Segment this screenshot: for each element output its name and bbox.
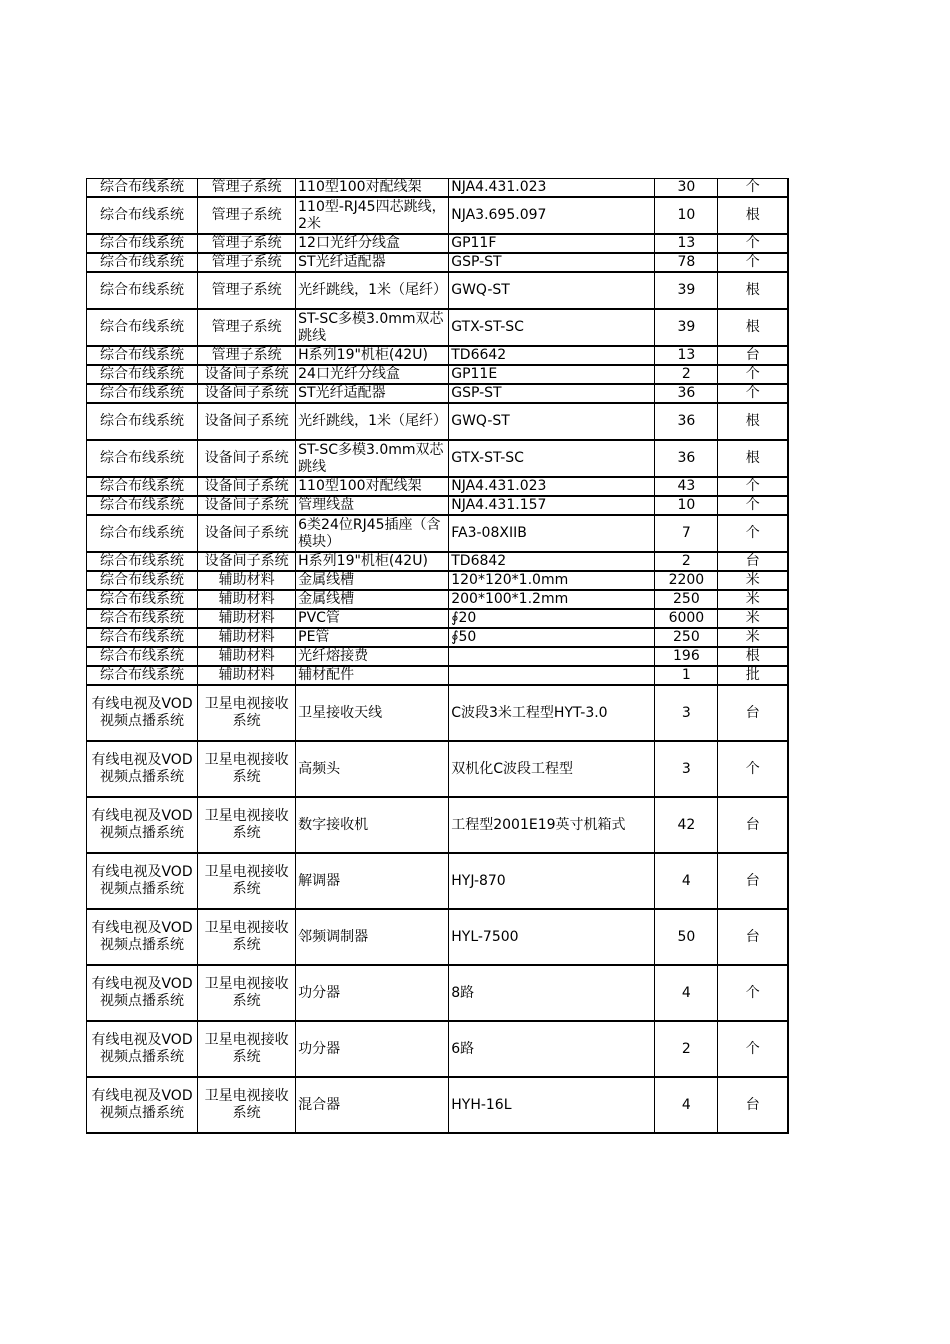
subsystem-cell: 设备间子系统 (198, 477, 296, 496)
unit-cell: 根 (718, 440, 788, 477)
quantity-cell: 4 (655, 965, 718, 1021)
subsystem-cell: 设备间子系统 (198, 384, 296, 403)
table-row (87, 179, 789, 198)
table-row (87, 477, 789, 496)
system-cell: 有线电视及VOD视频点播系统 (87, 1077, 198, 1133)
quantity-cell: 36 (655, 440, 718, 477)
subsystem-cell: 管理子系统 (198, 234, 296, 253)
unit-cell: 台 (718, 346, 788, 365)
model-cell: TD6642 (449, 346, 655, 365)
table-row (87, 197, 789, 234)
item-name-cell: 解调器 (296, 853, 449, 909)
model-cell: NJA4.431.023 (449, 477, 655, 496)
item-name-cell: 高频头 (296, 741, 449, 797)
table-row (87, 590, 789, 609)
quantity-cell: 7 (655, 515, 718, 552)
quantity-cell: 2200 (655, 571, 718, 590)
model-cell: GP11F (449, 234, 655, 253)
quantity-cell: 13 (655, 346, 718, 365)
model-cell: ∮50 (449, 628, 655, 647)
quantity-cell: 3 (655, 685, 718, 741)
system-cell: 有线电视及VOD视频点播系统 (87, 685, 198, 741)
system-cell: 综合布线系统 (87, 234, 198, 253)
subsystem-cell: 卫星电视接收系统 (198, 741, 296, 797)
subsystem-cell: 卫星电视接收系统 (198, 965, 296, 1021)
subsystem-cell: 管理子系统 (198, 179, 296, 198)
system-cell: 有线电视及VOD视频点播系统 (87, 853, 198, 909)
system-cell: 综合布线系统 (87, 666, 198, 685)
system-cell: 综合布线系统 (87, 477, 198, 496)
quantity-cell: 4 (655, 853, 718, 909)
equipment-table (86, 178, 789, 1134)
table-row (87, 234, 789, 253)
subsystem-cell: 辅助材料 (198, 628, 296, 647)
subsystem-cell: 卫星电视接收系统 (198, 797, 296, 853)
unit-cell: 个 (718, 741, 788, 797)
item-name-cell: 110型100对配线架 (296, 179, 449, 198)
quantity-cell: 250 (655, 628, 718, 647)
model-cell: GP11E (449, 365, 655, 384)
quantity-cell: 13 (655, 234, 718, 253)
quantity-cell: 50 (655, 909, 718, 965)
unit-cell: 台 (718, 797, 788, 853)
item-name-cell: 数字接收机 (296, 797, 449, 853)
table-row (87, 272, 789, 309)
subsystem-cell: 卫星电视接收系统 (198, 1021, 296, 1077)
item-name-cell: 混合器 (296, 1077, 449, 1133)
system-cell: 综合布线系统 (87, 403, 198, 440)
model-cell: NJA3.695.097 (449, 197, 655, 234)
unit-cell: 个 (718, 234, 788, 253)
system-cell: 综合布线系统 (87, 384, 198, 403)
subsystem-cell: 辅助材料 (198, 666, 296, 685)
model-cell: 双机化C波段工程型 (449, 741, 655, 797)
table-row (87, 346, 789, 365)
quantity-cell: 4 (655, 1077, 718, 1133)
model-cell: FA3-08XIIB (449, 515, 655, 552)
table-row (87, 496, 789, 515)
item-name-cell: 管理线盘 (296, 496, 449, 515)
model-cell: NJA4.431.157 (449, 496, 655, 515)
unit-cell: 台 (718, 853, 788, 909)
system-cell: 综合布线系统 (87, 609, 198, 628)
unit-cell: 个 (718, 1021, 788, 1077)
model-cell: 120*120*1.0mm (449, 571, 655, 590)
table-row (87, 666, 789, 685)
quantity-cell: 39 (655, 309, 718, 346)
model-cell: GTX-ST-SC (449, 309, 655, 346)
subsystem-cell: 管理子系统 (198, 197, 296, 234)
table-row (87, 552, 789, 571)
item-name-cell: 光纤跳线，1米（尾纤） (296, 272, 449, 309)
system-cell: 有线电视及VOD视频点播系统 (87, 965, 198, 1021)
system-cell: 有线电视及VOD视频点播系统 (87, 741, 198, 797)
item-name-cell: 110型100对配线架 (296, 477, 449, 496)
quantity-cell: 6000 (655, 609, 718, 628)
table-row (87, 515, 789, 552)
subsystem-cell: 卫星电视接收系统 (198, 685, 296, 741)
item-name-cell: 110型-RJ45四芯跳线，2米 (296, 197, 449, 234)
quantity-cell: 2 (655, 552, 718, 571)
system-cell: 综合布线系统 (87, 590, 198, 609)
system-cell: 综合布线系统 (87, 515, 198, 552)
table-row (87, 647, 789, 666)
item-name-cell: 光纤跳线，1米（尾纤） (296, 403, 449, 440)
table-row (87, 253, 789, 272)
unit-cell: 个 (718, 965, 788, 1021)
item-name-cell: PE管 (296, 628, 449, 647)
model-cell: GSP-ST (449, 384, 655, 403)
table-row (87, 628, 789, 647)
system-cell: 综合布线系统 (87, 496, 198, 515)
system-cell: 综合布线系统 (87, 552, 198, 571)
model-cell: NJA4.431.023 (449, 179, 655, 198)
table-row (87, 1077, 789, 1133)
equipment-table-body (87, 179, 789, 1134)
system-cell: 有线电视及VOD视频点播系统 (87, 909, 198, 965)
subsystem-cell: 设备间子系统 (198, 515, 296, 552)
unit-cell: 个 (718, 384, 788, 403)
model-cell: HYL-7500 (449, 909, 655, 965)
subsystem-cell: 设备间子系统 (198, 552, 296, 571)
item-name-cell: 功分器 (296, 1021, 449, 1077)
quantity-cell: 39 (655, 272, 718, 309)
unit-cell: 米 (718, 590, 788, 609)
subsystem-cell: 设备间子系统 (198, 440, 296, 477)
system-cell: 综合布线系统 (87, 346, 198, 365)
quantity-cell: 250 (655, 590, 718, 609)
item-name-cell: ST光纤适配器 (296, 253, 449, 272)
system-cell: 有线电视及VOD视频点播系统 (87, 1021, 198, 1077)
unit-cell: 个 (718, 477, 788, 496)
subsystem-cell: 辅助材料 (198, 647, 296, 666)
item-name-cell: 金属线槽 (296, 571, 449, 590)
unit-cell: 根 (718, 197, 788, 234)
quantity-cell: 30 (655, 179, 718, 198)
quantity-cell: 10 (655, 197, 718, 234)
item-name-cell: ST-SC多模3.0mm双芯跳线 (296, 309, 449, 346)
subsystem-cell: 辅助材料 (198, 571, 296, 590)
quantity-cell: 42 (655, 797, 718, 853)
quantity-cell: 196 (655, 647, 718, 666)
quantity-cell: 10 (655, 496, 718, 515)
table-row (87, 309, 789, 346)
table-row (87, 909, 789, 965)
item-name-cell: 金属线槽 (296, 590, 449, 609)
quantity-cell: 36 (655, 384, 718, 403)
quantity-cell: 78 (655, 253, 718, 272)
subsystem-cell: 辅助材料 (198, 609, 296, 628)
quantity-cell: 3 (655, 741, 718, 797)
item-name-cell: ST光纤适配器 (296, 384, 449, 403)
model-cell: 工程型2001E19英寸机箱式 (449, 797, 655, 853)
unit-cell: 米 (718, 609, 788, 628)
quantity-cell: 43 (655, 477, 718, 496)
model-cell: HYH-16L (449, 1077, 655, 1133)
model-cell: 8路 (449, 965, 655, 1021)
unit-cell: 根 (718, 272, 788, 309)
quantity-cell: 2 (655, 1021, 718, 1077)
unit-cell: 个 (718, 253, 788, 272)
unit-cell: 个 (718, 179, 788, 198)
system-cell: 综合布线系统 (87, 309, 198, 346)
system-cell: 综合布线系统 (87, 272, 198, 309)
system-cell: 综合布线系统 (87, 440, 198, 477)
unit-cell: 台 (718, 685, 788, 741)
subsystem-cell: 设备间子系统 (198, 403, 296, 440)
table-row (87, 384, 789, 403)
table-row (87, 965, 789, 1021)
model-cell: GWQ-ST (449, 403, 655, 440)
table-row (87, 609, 789, 628)
table-row (87, 571, 789, 590)
item-name-cell: 24口光纤分线盒 (296, 365, 449, 384)
item-name-cell: ST-SC多模3.0mm双芯跳线 (296, 440, 449, 477)
item-name-cell: H系列19"机柜(42U) (296, 346, 449, 365)
unit-cell: 米 (718, 628, 788, 647)
subsystem-cell: 管理子系统 (198, 309, 296, 346)
model-cell: C波段3米工程型HYT-3.0 (449, 685, 655, 741)
item-name-cell: 卫星接收天线 (296, 685, 449, 741)
system-cell: 综合布线系统 (87, 197, 198, 234)
subsystem-cell: 卫星电视接收系统 (198, 853, 296, 909)
unit-cell: 批 (718, 666, 788, 685)
model-cell (449, 666, 655, 685)
subsystem-cell: 卫星电视接收系统 (198, 1077, 296, 1133)
system-cell: 综合布线系统 (87, 365, 198, 384)
system-cell: 综合布线系统 (87, 628, 198, 647)
unit-cell: 根 (718, 309, 788, 346)
model-cell (449, 647, 655, 666)
table-row (87, 440, 789, 477)
model-cell: GSP-ST (449, 253, 655, 272)
system-cell: 综合布线系统 (87, 571, 198, 590)
table-row (87, 685, 789, 741)
subsystem-cell: 设备间子系统 (198, 365, 296, 384)
item-name-cell: 功分器 (296, 965, 449, 1021)
item-name-cell: 辅材配件 (296, 666, 449, 685)
subsystem-cell: 管理子系统 (198, 346, 296, 365)
unit-cell: 米 (718, 571, 788, 590)
item-name-cell: 邻频调制器 (296, 909, 449, 965)
item-name-cell: 光纤熔接费 (296, 647, 449, 666)
subsystem-cell: 卫星电视接收系统 (198, 909, 296, 965)
unit-cell: 台 (718, 552, 788, 571)
model-cell: GTX-ST-SC (449, 440, 655, 477)
system-cell: 综合布线系统 (87, 647, 198, 666)
table-row (87, 797, 789, 853)
subsystem-cell: 设备间子系统 (198, 496, 296, 515)
unit-cell: 个 (718, 365, 788, 384)
item-name-cell: 6类24位RJ45插座（含模块） (296, 515, 449, 552)
subsystem-cell: 管理子系统 (198, 272, 296, 309)
table-row (87, 1021, 789, 1077)
model-cell: 6路 (449, 1021, 655, 1077)
unit-cell: 台 (718, 1077, 788, 1133)
model-cell: GWQ-ST (449, 272, 655, 309)
item-name-cell: PVC管 (296, 609, 449, 628)
unit-cell: 根 (718, 403, 788, 440)
model-cell: 200*100*1.2mm (449, 590, 655, 609)
model-cell: HYJ-870 (449, 853, 655, 909)
unit-cell: 个 (718, 496, 788, 515)
unit-cell: 个 (718, 515, 788, 552)
system-cell: 综合布线系统 (87, 253, 198, 272)
quantity-cell: 36 (655, 403, 718, 440)
unit-cell: 根 (718, 647, 788, 666)
subsystem-cell: 管理子系统 (198, 253, 296, 272)
model-cell: TD6842 (449, 552, 655, 571)
item-name-cell: H系列19"机柜(42U) (296, 552, 449, 571)
quantity-cell: 1 (655, 666, 718, 685)
item-name-cell: 12口光纤分线盒 (296, 234, 449, 253)
unit-cell: 台 (718, 909, 788, 965)
model-cell: ∮20 (449, 609, 655, 628)
subsystem-cell: 辅助材料 (198, 590, 296, 609)
quantity-cell: 2 (655, 365, 718, 384)
table-row (87, 853, 789, 909)
table-row (87, 365, 789, 384)
table-row (87, 741, 789, 797)
table-row (87, 403, 789, 440)
system-cell: 综合布线系统 (87, 179, 198, 198)
system-cell: 有线电视及VOD视频点播系统 (87, 797, 198, 853)
